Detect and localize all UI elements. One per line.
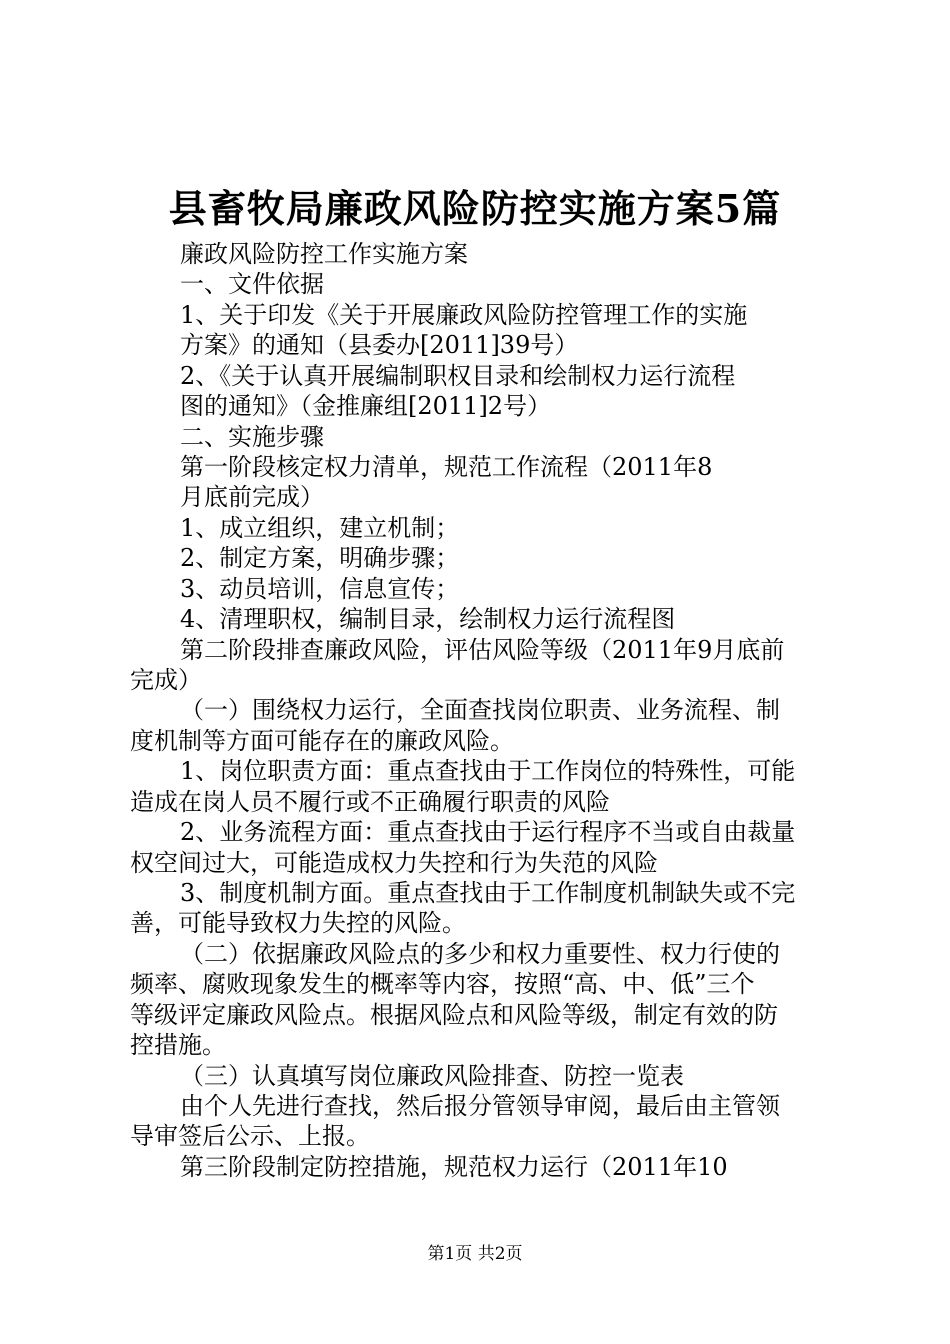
body-line: （三）认真填写岗位廉政风险排查、防控一览表 <box>180 1062 684 1090</box>
body-line: 2、《关于认真开展编制职权目录和绘制权力运行流程 <box>180 362 736 390</box>
body-line: 权空间过大，可能造成权力失控和行为失范的风险 <box>130 849 658 877</box>
body-line: 图的通知》（金推廉组[2011]2号） <box>180 392 552 420</box>
document-title: 县畜牧局廉政风险防控实施方案5篇 <box>168 186 782 231</box>
body-line: （一）围绕权力运行，全面查找岗位职责、业务流程、制 <box>180 696 780 724</box>
body-line: 控措施。 <box>130 1031 226 1059</box>
body-line: 造成在岗人员不履行或不正确履行职责的风险 <box>130 788 610 816</box>
body-line: 3、制度机制方面。重点查找由于工作制度机制缺失或不完 <box>180 879 796 907</box>
body-line: 善，可能导致权力失控的风险。 <box>130 909 466 937</box>
page-footer: 第1页 共2页 <box>427 1244 523 1264</box>
body-line: 由个人先进行查找，然后报分管领导审阅，最后由主管领 <box>180 1092 780 1120</box>
body-line: 4、清理职权，编制目录，绘制权力运行流程图 <box>180 605 676 633</box>
body-line: 完成） <box>130 666 202 694</box>
body-line: 1、关于印发《关于开展廉政风险防控管理工作的实施 <box>180 301 748 329</box>
body-line: 第一阶段核定权力清单，规范工作流程（2011年8 <box>180 453 713 481</box>
body-line: 一、文件依据 <box>180 270 324 298</box>
body-line: 廉政风险防控工作实施方案 <box>180 240 468 268</box>
body-line: 2、业务流程方面：重点查找由于运行程序不当或自由裁量 <box>180 818 796 846</box>
body-line: 频率、腐败现象发生的概率等内容，按照“高、中、低”三个 <box>130 970 755 998</box>
body-line: 1、成立组织，建立机制； <box>180 514 460 542</box>
body-line: （二）依据廉政风险点的多少和权力重要性、权力行使的 <box>180 940 780 968</box>
body-line: 1、岗位职责方面：重点查找由于工作岗位的特殊性，可能 <box>180 757 796 785</box>
body-line: 第三阶段制定防控措施，规范权力运行（2011年10 <box>180 1153 728 1181</box>
body-line: 度机制等方面可能存在的廉政风险。 <box>130 727 514 755</box>
body-line: 等级评定廉政风险点。根据风险点和风险等级，制定有效的防 <box>130 1001 778 1029</box>
body-line: 第二阶段排查廉政风险，评估风险等级（2011年9月底前 <box>180 636 785 664</box>
body-line: 月底前完成） <box>180 483 324 511</box>
body-line: 2、制定方案，明确步骤； <box>180 544 460 572</box>
body-line: 3、动员培训，信息宣传； <box>180 575 460 603</box>
body-line: 导审签后公示、上报。 <box>130 1122 370 1150</box>
body-line: 方案》的通知（县委办[2011]39号） <box>180 331 579 359</box>
body-line: 二、实施步骤 <box>180 423 324 451</box>
